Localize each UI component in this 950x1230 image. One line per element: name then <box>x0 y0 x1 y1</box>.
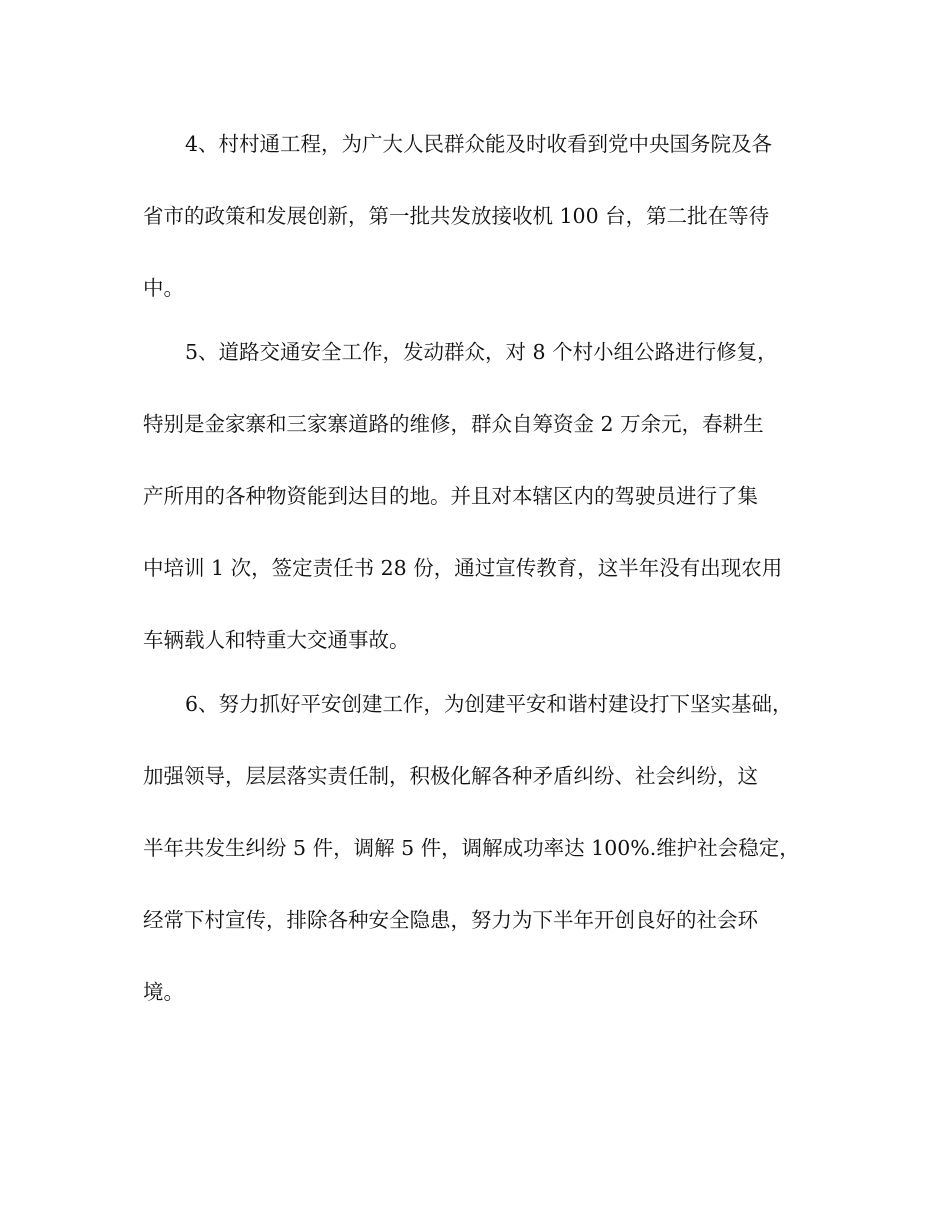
paragraph-line: 特别是金家寨和三家寨道路的维修，群众自筹资金 2 万余元，春耕生 <box>143 412 764 436</box>
paragraph-line: 5、道路交通安全工作，发动群众，对 8 个村小组公路进行修复， <box>185 340 778 364</box>
paragraph-line: 省市的政策和发展创新，第一批共发放接收机 100 台，第二批在等待 <box>143 204 770 228</box>
paragraph-line: 经常下村宣传，排除各种安全隐患，努力为下半年开创良好的社会环 <box>143 908 758 932</box>
paragraph-line: 产所用的各种物资能到达目的地。并且对本辖区内的驾驶员进行了集 <box>143 484 758 508</box>
paragraph-line: 中。 <box>143 276 184 300</box>
paragraph-line: 4、村村通工程，为广大人民群众能及时收看到党中央国务院及各 <box>185 132 773 156</box>
paragraph-line: 加强领导，层层落实责任制，积极化解各种矛盾纠纷、社会纠纷，这 <box>143 764 758 788</box>
paragraph-line: 境。 <box>143 980 184 1004</box>
paragraph-line: 半年共发生纠纷 5 件，调解 5 件，调解成功率达 100%.维护社会稳定， <box>143 836 800 860</box>
paragraph-line: 车辆载人和特重大交通事故。 <box>143 628 410 652</box>
paragraph-line: 中培训 1 次，签定责任书 28 份，通过宣传教育，这半年没有出现农用 <box>143 556 783 580</box>
paragraph-line: 6、努力抓好平安创建工作，为创建平安和谐村建设打下坚实基础， <box>185 692 793 716</box>
